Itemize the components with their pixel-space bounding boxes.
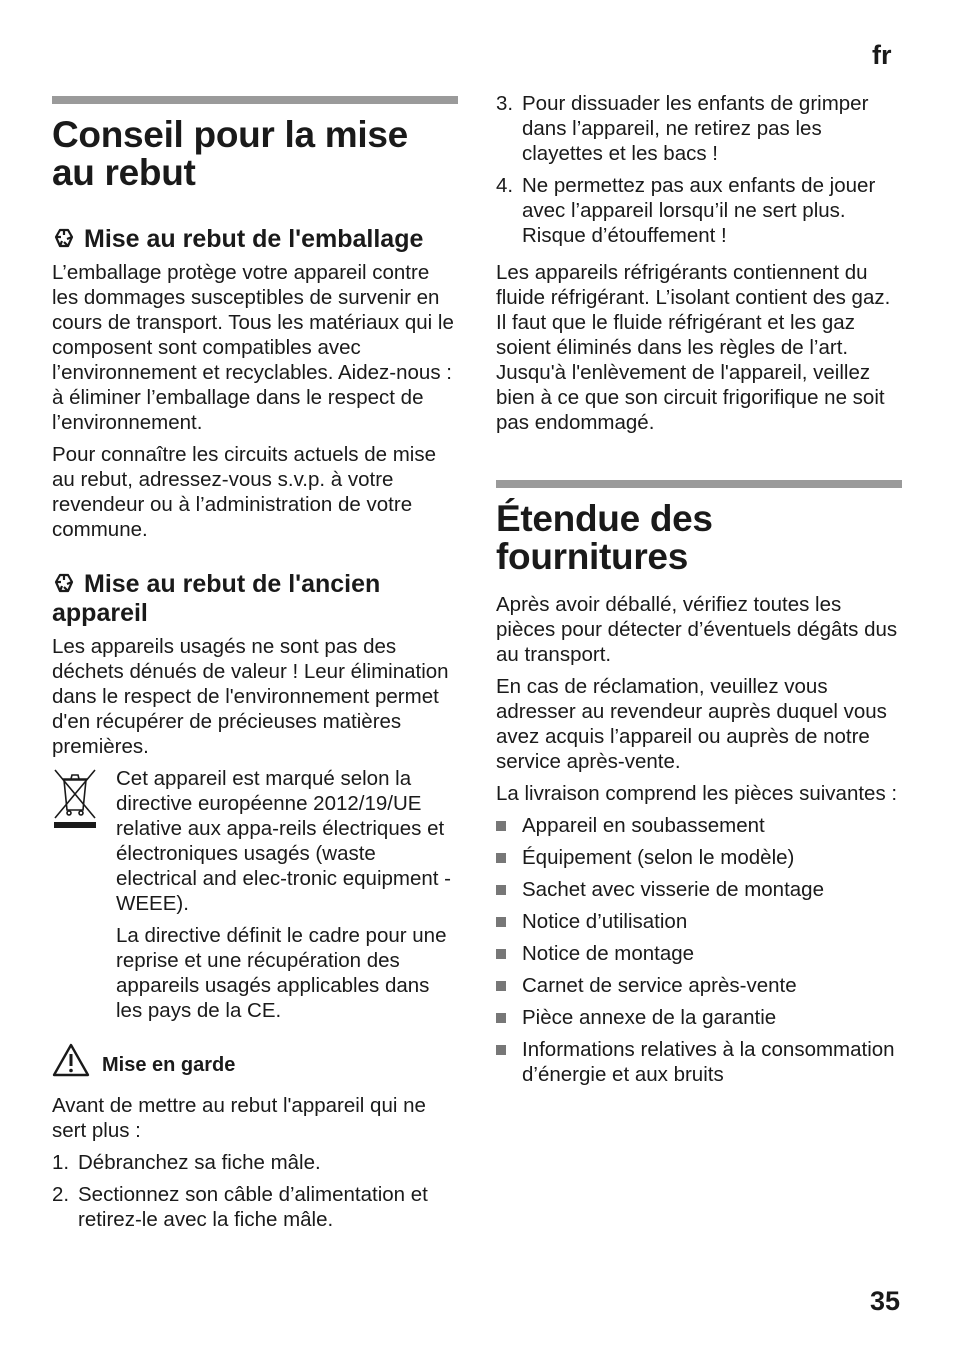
delivery-paragraph-1: Après avoir déballé, vérifiez toutes les pièces pour détecter d’éventuels dégâts dus au transport.	[496, 593, 898, 666]
language-tag: fr	[872, 40, 892, 70]
list-item	[496, 845, 902, 870]
list-item	[496, 941, 902, 966]
bullet-square-icon	[496, 981, 506, 991]
bullet-square-icon	[496, 1013, 506, 1023]
weee-crossed-bin-icon	[52, 768, 98, 830]
old-appliance-heading	[52, 570, 458, 628]
weee-paragraph-2: La directive définit le cadre pour une reprise et une récupération des appareils usagés applicables dans les pays de la CE.	[116, 924, 447, 1022]
section-rule	[496, 480, 902, 488]
step-text: Ne permettez pas aux enfants de jouer avec l’appareil lorsqu’il ne sert plus. Risque d’étouffement !	[522, 174, 876, 247]
warning-label: Mise en garde	[102, 1054, 236, 1076]
list-item-text: Équipement (selon le modèle)	[522, 846, 795, 869]
step-text: Pour dissuader les enfants de grimper dans l’appareil, ne retirez pas les clayettes et les bacs !	[522, 92, 869, 165]
weee-paragraph-1: Cet appareil est marqué selon la directive européenne 2012/19/UE relative aux appa-reils électriques et électroniques usagés (waste electrical and elec-tronic equipment - WEEE).	[116, 767, 451, 915]
disposal-steps-continued	[496, 91, 902, 248]
disposal-steps-list	[52, 1150, 458, 1232]
list-item	[52, 1150, 458, 1175]
bullet-square-icon	[496, 917, 506, 927]
list-item-text: Informations relatives à la consommation d’énergie et aux bruits	[522, 1038, 895, 1086]
weee-block	[52, 766, 458, 1023]
scope-of-delivery-title: Étendue des fournitures	[496, 498, 713, 577]
packaging-disposal-heading	[52, 225, 458, 254]
step-number: 1.	[52, 1151, 70, 1174]
list-item	[496, 173, 902, 248]
warning-triangle-icon	[52, 1043, 90, 1077]
old-appliance-heading-text: Mise au rebut de l'ancien appareil	[52, 570, 381, 627]
list-item-text: Carnet de service après-vente	[522, 974, 797, 997]
packaging-disposal-heading-text: Mise au rebut de l'emballage	[84, 225, 424, 253]
warning-header	[52, 1043, 458, 1077]
list-item	[496, 1037, 902, 1087]
bullet-square-icon	[496, 853, 506, 863]
section-rule	[52, 96, 458, 104]
step-number: 4.	[496, 174, 514, 197]
bullet-square-icon	[496, 821, 506, 831]
list-item-text: Appareil en soubassement	[522, 814, 765, 837]
step-number: 2.	[52, 1183, 70, 1206]
delivery-paragraph-2: En cas de réclamation, veuillez vous adresser au revendeur auprès duquel vous avez acquis l’appareil ou auprès de notre service après-vente.	[496, 675, 887, 773]
bullet-square-icon	[496, 885, 506, 895]
left-column	[52, 0, 458, 1232]
step-text: Sectionnez son câble d’alimentation et retirez-le avec la fiche mâle.	[78, 1183, 428, 1231]
right-column	[496, 0, 902, 1094]
list-item-text: Notice de montage	[522, 942, 695, 965]
delivery-items-list	[496, 813, 902, 1087]
list-item	[496, 1005, 902, 1030]
recycle-icon	[52, 226, 76, 250]
list-item	[496, 909, 902, 934]
bullet-square-icon	[496, 949, 506, 959]
disposal-title: Conseil pour la mise au rebut	[52, 114, 408, 193]
list-item	[52, 1182, 458, 1232]
list-item	[496, 91, 902, 166]
list-item	[496, 813, 902, 838]
delivery-paragraph-3: La livraison comprend les pièces suivantes :	[496, 782, 898, 805]
step-text: Débranchez sa fiche mâle.	[78, 1151, 321, 1174]
recycle-icon	[52, 571, 76, 595]
packaging-paragraph-1: L’emballage protège votre appareil contre les dommages susceptibles de survenir en cours de transport. Tous les matériaux qui le composent sont compatibles avec l’environnement et recyclables. Aidez-nous : à éliminer l’emballage dans le respect de l’environnement.	[52, 261, 454, 434]
list-item-text: Notice d’utilisation	[522, 910, 688, 933]
refrigerant-paragraph: Les appareils réfrigérants contiennent du fluide réfrigérant. L’isolant contient des gaz. Il faut que le fluide réfrigérant et les gaz soient éliminés dans les règles de l’art. Jusqu'à l'enlèvement de l'appareil, veillez bien à ce que son circuit frigorifique ne soit pas endommagé.	[496, 261, 891, 434]
old-appliance-paragraph: Les appareils usagés ne sont pas des déchets dénués de valeur ! Leur élimination dans le respect de l'environnement permet d'en récupérer de précieuses matières premières.	[52, 635, 449, 758]
bullet-square-icon	[496, 1045, 506, 1055]
list-item	[496, 973, 902, 998]
list-item-text: Sachet avec visserie de montage	[522, 878, 824, 901]
list-item	[496, 877, 902, 902]
page-number: 35	[870, 1286, 901, 1316]
step-number: 3.	[496, 92, 514, 115]
packaging-paragraph-2: Pour connaître les circuits actuels de mise au rebut, adressez-vous s.v.p. à votre revendeur ou à l’administration de votre commune.	[52, 443, 436, 541]
warning-intro: Avant de mettre au rebut l'appareil qui ne sert plus :	[52, 1094, 426, 1142]
list-item-text: Pièce annexe de la garantie	[522, 1006, 777, 1029]
